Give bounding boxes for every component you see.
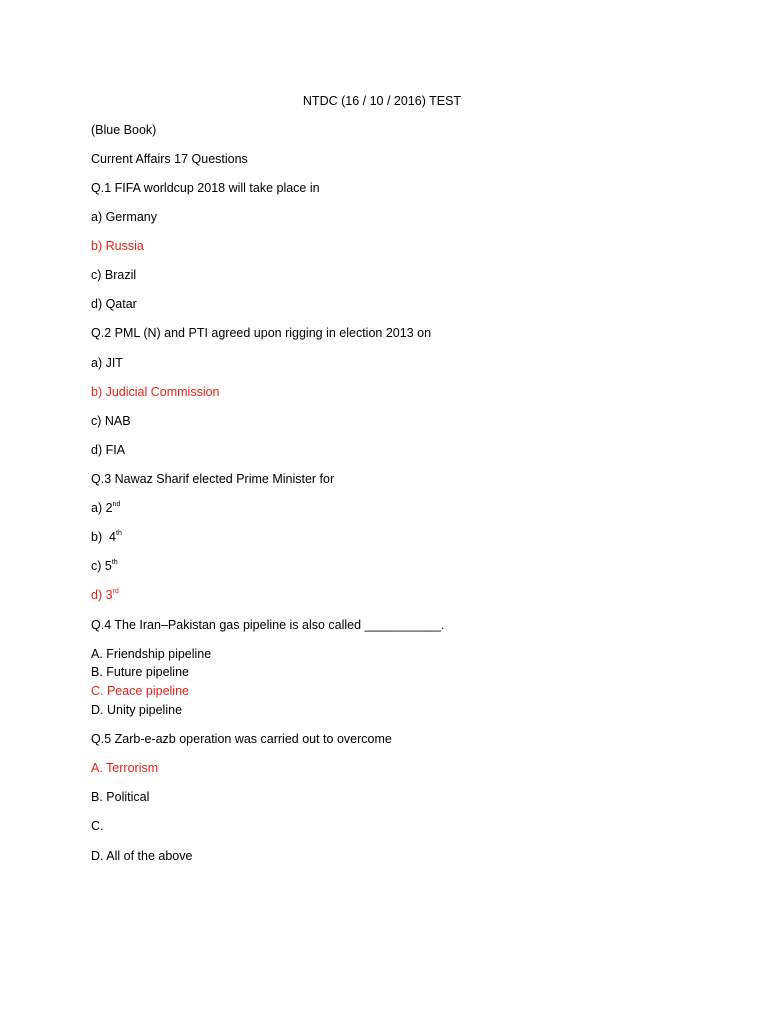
section-heading: Current Affairs 17 Questions <box>91 152 248 166</box>
question-1-option-d: d) Qatar <box>91 297 137 311</box>
question-2-option-b-correct: b) Judicial Commission <box>91 385 220 399</box>
question-5: Q.5 Zarb-e-azb operation was carried out to overcome <box>91 732 392 746</box>
question-3-option-b: b) 4th <box>91 530 122 544</box>
question-3: Q.3 Nawaz Sharif elected Prime Minister for <box>91 472 335 486</box>
question-4-option-a: A. Friendship pipeline <box>91 647 212 661</box>
question-5-option-d: D. All of the above <box>91 849 193 863</box>
question-3-option-d-correct: d) 3rd <box>91 588 119 602</box>
question-2-option-c: c) NAB <box>91 414 131 428</box>
question-2-option-a: a) JIT <box>91 356 123 370</box>
question-4-option-b: B. Future pipeline <box>91 665 189 679</box>
question-2: Q.2 PML (N) and PTI agreed upon rigging in election 2013 on <box>91 326 432 340</box>
question-1-option-a: a) Germany <box>91 210 157 224</box>
question-1-option-c: c) Brazil <box>91 268 137 282</box>
document-subtitle: (Blue Book) <box>91 123 157 137</box>
question-2-option-d: d) FIA <box>91 443 126 457</box>
question-3-option-c: c) 5th <box>91 559 118 573</box>
question-5-option-c: C. <box>91 819 104 833</box>
question-3-option-a: a) 2nd <box>91 501 121 515</box>
question-5-option-a-correct: A. Terrorism <box>91 761 159 775</box>
question-4-option-d: D. Unity pipeline <box>91 703 183 717</box>
question-5-option-b: B. Political <box>91 790 150 804</box>
question-4-option-c-correct: C. Peace pipeline <box>91 684 189 698</box>
question-4: Q.4 The Iran–Pakistan gas pipeline is also called ___________. <box>91 618 445 632</box>
document-title: NTDC (16 / 10 / 2016) TEST <box>302 94 462 108</box>
question-1-option-b-correct: b) Russia <box>91 239 144 253</box>
question-1: Q.1 FIFA worldcup 2018 will take place in <box>91 181 320 195</box>
